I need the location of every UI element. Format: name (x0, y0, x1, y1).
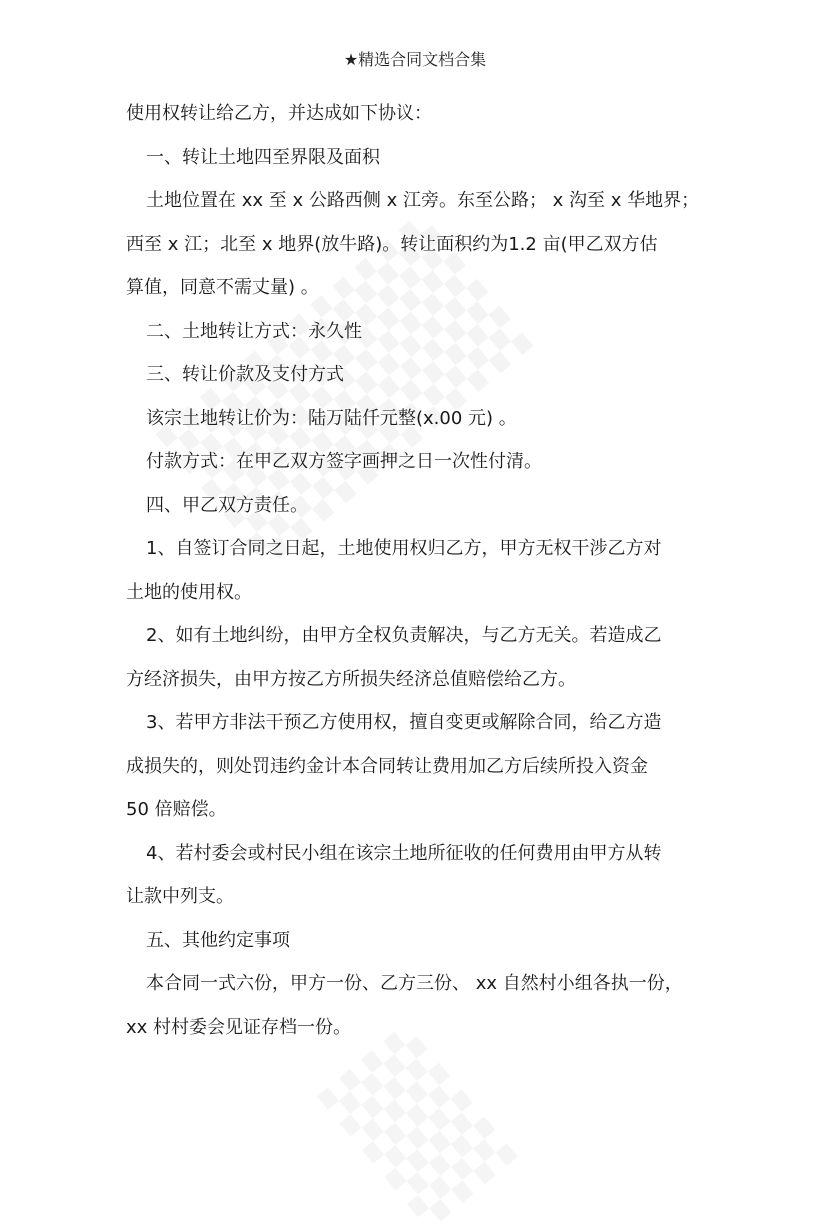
clause-1: 1、自签订合同之日起，土地使用权归乙方，甲方无权干涉乙方对 (146, 538, 662, 559)
paragraph-line: 算值，同意不需丈量) 。 (126, 277, 319, 298)
section-heading-5: 五、其他约定事项 (146, 929, 290, 951)
paragraph-line: 使用权转让给乙方，并达成如下协议： (126, 103, 432, 124)
paragraph-line: xx 村村委会见证存档一份。 (126, 1016, 352, 1038)
document-body (126, 92, 706, 1049)
clause-2: 2、如有土地纠纷，由甲方全权负责解决，与乙方无关。若造成乙 (146, 625, 662, 646)
section-heading-3: 三、转让价款及支付方式 (146, 364, 344, 385)
section-heading-2: 二、土地转让方式：永久性 (146, 320, 362, 342)
paragraph-line: 50 倍赔偿。 (126, 799, 227, 820)
document-header: ★精选合同文档合集 (343, 50, 487, 69)
watermark-bottom (318, 1023, 518, 1230)
paragraph-line: 让款中列支。 (126, 886, 234, 907)
paragraph-line: 成损失的，则处罚违约金计本合同转让费用加乙方后续所投入资金 (126, 755, 648, 777)
paragraph-line: 土地位置在 xx 至 x 公路西侧 x 江旁。东至公路； x 沟至 x 华地界； (146, 190, 700, 211)
paragraph-line: 本合同一式六份，甲方一份、乙方三份、 xx 自然村小组各执一份， (146, 973, 683, 994)
section-heading-4: 四、甲乙双方责任。 (146, 494, 308, 516)
clause-4: 4、若村委会或村民小组在该宗土地所征收的任何费用由甲方从转 (146, 842, 662, 864)
clause-3: 3、若甲方非法干预乙方使用权，擅自变更或解除合同，给乙方造 (146, 712, 662, 733)
section-heading-1: 一、转让土地四至界限及面积 (146, 146, 380, 168)
paragraph-line: 土地的使用权。 (126, 581, 252, 603)
paragraph-line: 方经济损失，由甲方按乙方所损失经济总值赔偿给乙方。 (126, 668, 576, 690)
paragraph-line: 付款方式：在甲乙双方签字画押之日一次性付清。 (146, 451, 542, 472)
paragraph-line: 该宗土地转让价为：陆万陆仟元整(x.00 元) 。 (146, 407, 517, 429)
paragraph-line: 西至 x 江；北至 x 地界(放牛路)。转让面积约为1.2 亩(甲乙双方估 (126, 233, 658, 255)
